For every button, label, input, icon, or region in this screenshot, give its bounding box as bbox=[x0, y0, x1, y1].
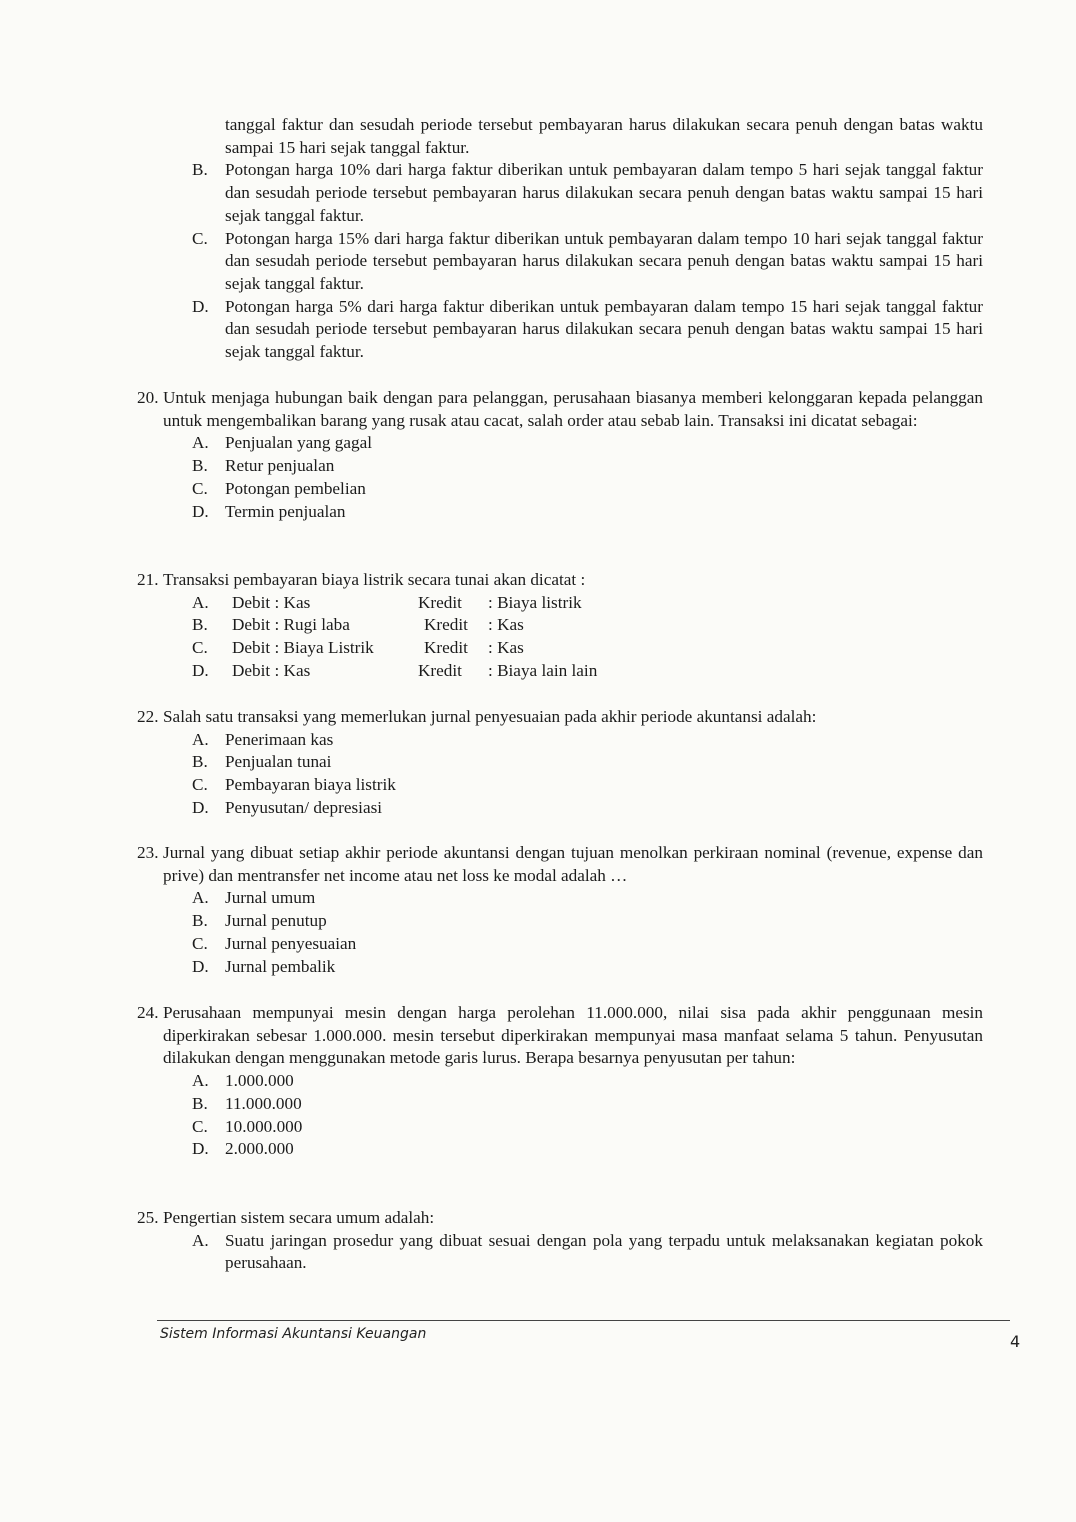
option-d bbox=[0, 1138, 1076, 1161]
option-a bbox=[0, 1230, 1076, 1275]
option-c bbox=[0, 774, 1076, 797]
question-20 bbox=[0, 387, 1076, 523]
option-letter: C. bbox=[192, 478, 208, 498]
option-letter: C. bbox=[192, 933, 208, 953]
question-number: 20. bbox=[137, 388, 159, 407]
option-a bbox=[0, 729, 1076, 752]
option-text: Retur penjualan bbox=[225, 456, 335, 476]
option-a bbox=[0, 592, 1076, 615]
question-21 bbox=[0, 569, 1076, 683]
option-d bbox=[0, 660, 1076, 683]
option-letter: B. bbox=[192, 160, 208, 180]
option-text: Jurnal umum bbox=[225, 888, 316, 908]
option-text: Potongan harga 5% dari harga faktur diberikan untuk pembayaran dalam tempo 15 hari sejak tanggal faktur dan sesudah periode tersebut pembayaran harus dilakukan secara penuh dengan batas waktu sampai 15 hari sejak tanggal faktur. bbox=[225, 296, 983, 362]
option-text: 10.000.000 bbox=[225, 1116, 303, 1136]
option-b bbox=[0, 455, 1076, 478]
option-letter: B. bbox=[192, 615, 208, 635]
footer-divider bbox=[157, 1320, 1010, 1321]
option-d bbox=[0, 797, 1076, 820]
option-letter: D. bbox=[192, 956, 209, 976]
kredit-entry: : Kas bbox=[488, 638, 524, 658]
option-text: Suatu jaringan prosedur yang dibuat sesuai dengan pola yang terpadu untuk melaksanakan kegiatan pokok perusahaan. bbox=[225, 1230, 983, 1273]
option-text: Potongan harga 10% dari harga faktur diberikan untuk pembayaran dalam tempo 5 hari sejak tanggal faktur dan sesudah periode tersebut pembayaran harus dilakukan secara penuh dengan batas waktu sampai 15 hari sejak tanggal faktur. bbox=[225, 160, 983, 225]
option-b bbox=[0, 159, 1076, 227]
option-letter: D. bbox=[192, 660, 209, 680]
option-b bbox=[0, 751, 1076, 774]
debit-entry: Debit : Rugi laba bbox=[232, 615, 350, 635]
option-text: Termin penjualan bbox=[225, 501, 346, 521]
kredit-label: Kredit bbox=[424, 615, 468, 635]
option-letter: D. bbox=[192, 501, 209, 521]
question-23 bbox=[0, 842, 1076, 978]
kredit-label: Kredit bbox=[418, 660, 462, 680]
option-letter: A. bbox=[192, 1230, 209, 1250]
option-letter: D. bbox=[192, 797, 209, 817]
option-a-continuation: tanggal faktur dan sesudah periode tersebut pembayaran harus dilakukan secara penuh dengan batas waktu sampai 15 hari sejak tanggal faktur. bbox=[225, 115, 983, 157]
option-text: Potongan harga 15% dari harga faktur diberikan untuk pembayaran dalam tempo 10 hari sejak tanggal faktur dan sesudah periode tersebut pembayaran harus dilakukan secara penuh dengan batas waktu sampai 15 hari sejak tanggal faktur. bbox=[225, 228, 983, 293]
option-b bbox=[0, 910, 1076, 933]
option-c bbox=[0, 478, 1076, 501]
kredit-entry: : Biaya listrik bbox=[488, 592, 582, 612]
option-letter: C. bbox=[192, 1116, 208, 1136]
option-text: Jurnal penyesuaian bbox=[225, 933, 357, 953]
option-letter: B. bbox=[192, 911, 208, 931]
option-c bbox=[0, 933, 1076, 956]
kredit-entry: : Kas bbox=[488, 615, 524, 635]
question-22 bbox=[0, 706, 1076, 820]
kredit-label: Kredit bbox=[424, 638, 468, 658]
option-letter: A. bbox=[192, 888, 209, 908]
option-b bbox=[0, 1093, 1076, 1116]
option-text: Penjualan yang gagal bbox=[225, 433, 373, 453]
option-c bbox=[0, 228, 1076, 296]
option-letter: A. bbox=[192, 729, 209, 749]
option-c bbox=[0, 637, 1076, 660]
question-25 bbox=[0, 1207, 1076, 1275]
question-number: 24. bbox=[137, 1003, 159, 1022]
option-text: Potongan pembelian bbox=[225, 478, 366, 498]
question-number: 23. bbox=[137, 843, 159, 862]
question-number: 25. bbox=[137, 1208, 159, 1227]
footer-title: Sistem Informasi Akuntansi Keuangan bbox=[160, 1326, 427, 1342]
debit-entry: Debit : Biaya Listrik bbox=[232, 638, 374, 658]
option-text: Penyusutan/ depresiasi bbox=[225, 797, 383, 817]
option-text: Jurnal pembalik bbox=[225, 956, 336, 976]
question-19-continuation bbox=[0, 114, 1076, 364]
option-text: 11.000.000 bbox=[225, 1093, 302, 1113]
kredit-label: Kredit bbox=[418, 592, 462, 612]
option-text: 1.000.000 bbox=[225, 1071, 294, 1091]
option-text: Penerimaan kas bbox=[225, 729, 334, 749]
kredit-entry: : Biaya lain lain bbox=[488, 660, 598, 680]
question-text: Pengertian sistem secara umum adalah: bbox=[163, 1208, 435, 1227]
option-text: 2.000.000 bbox=[225, 1139, 294, 1159]
option-letter: C. bbox=[192, 638, 208, 658]
question-text: Perusahaan mempunyai mesin dengan harga perolehan 11.000.000, nilai sisa pada akhir penggunaan mesin diperkirakan sebesar 1.000.000. mesin tersebut diperkirakan mempunyai masa manfaat selama 5 tahun. Penyusutan dilakukan dengan menggunakan metode garis lurus. Berapa besarnya penyusutan per tahun: bbox=[163, 1003, 983, 1068]
question-text: Untuk menjaga hubungan baik dengan para pelanggan, perusahaan biasanya memberi kelonggaran kepada pelanggan untuk mengembalikan barang yang rusak atau cacat, salah order atau sebab lain. Transaksi ini dicatat sebagai: bbox=[163, 388, 983, 430]
option-d bbox=[0, 296, 1076, 364]
option-letter: D. bbox=[192, 1139, 209, 1159]
option-letter: B. bbox=[192, 1093, 208, 1113]
option-text: Pembayaran biaya listrik bbox=[225, 775, 396, 795]
question-number: 22. bbox=[137, 707, 159, 726]
option-text: Jurnal penutup bbox=[225, 911, 327, 931]
option-letter: A. bbox=[192, 592, 209, 612]
option-a bbox=[0, 887, 1076, 910]
question-24 bbox=[0, 1002, 1076, 1161]
option-d bbox=[0, 956, 1076, 979]
option-letter: B. bbox=[192, 752, 208, 772]
option-letter: B. bbox=[192, 456, 208, 476]
question-text: Jurnal yang dibuat setiap akhir periode akuntansi dengan tujuan menolkan perkiraan nominal (revenue, expense dan prive) dan mentransfer net income atau net loss ke modal adalah … bbox=[163, 843, 983, 885]
question-text: Transaksi pembayaran biaya listrik secara tunai akan dicatat : bbox=[163, 570, 586, 589]
option-letter: A. bbox=[192, 1071, 209, 1091]
option-b bbox=[0, 614, 1076, 637]
option-c bbox=[0, 1116, 1076, 1139]
option-a bbox=[0, 432, 1076, 455]
question-text: Salah satu transaksi yang memerlukan jurnal penyesuaian pada akhir periode akuntansi adalah: bbox=[163, 707, 817, 726]
page-number: 4 bbox=[1010, 1332, 1021, 1351]
option-letter: A. bbox=[192, 433, 209, 453]
option-a bbox=[0, 1070, 1076, 1093]
option-letter: C. bbox=[192, 228, 208, 248]
option-text: Penjualan tunai bbox=[225, 752, 332, 772]
option-letter: D. bbox=[192, 296, 209, 316]
debit-entry: Debit : Kas bbox=[232, 660, 311, 680]
option-d bbox=[0, 501, 1076, 524]
option-letter: C. bbox=[192, 775, 208, 795]
question-number: 21. bbox=[137, 570, 159, 589]
debit-entry: Debit : Kas bbox=[232, 592, 311, 612]
